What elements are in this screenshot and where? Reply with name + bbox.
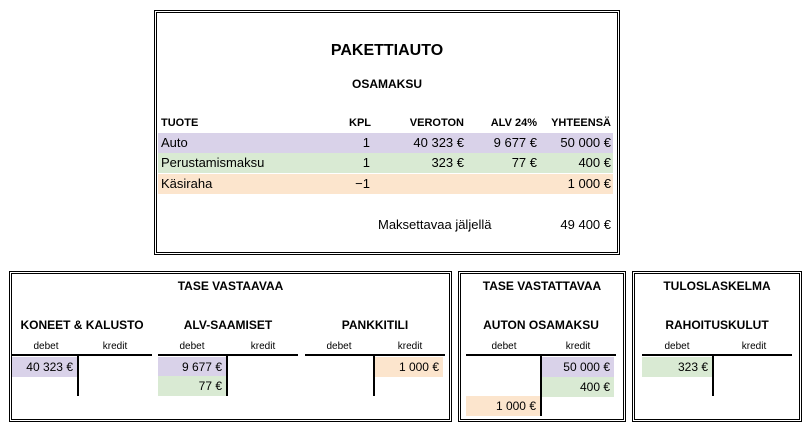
t-account-divider — [77, 354, 79, 396]
t-account-line — [642, 354, 792, 356]
t-account-divider — [226, 354, 228, 396]
row-total: 1 000 € — [567, 176, 611, 191]
debet-entry: 9 677 € — [158, 357, 226, 377]
kredit-entry: 400 € — [542, 377, 614, 397]
kredit-label: kredit — [741, 341, 767, 352]
assets-title: TASE VASTAAVAA — [177, 279, 284, 293]
row-net: 40 323 € — [413, 135, 464, 150]
remaining-label: Maksettavaa jäljellä — [378, 217, 492, 232]
t-account-divider — [712, 354, 714, 396]
income-title: TULOSLASKELMA — [663, 279, 771, 293]
row-product: Käsiraha — [161, 176, 213, 191]
account-title: KONEET & KALUSTO — [20, 318, 144, 332]
row-net: 323 € — [431, 155, 464, 170]
table-row-auto — [158, 133, 613, 153]
row-qty: −1 — [355, 176, 370, 191]
kredit-label: kredit — [397, 341, 423, 352]
row-total: 400 € — [578, 155, 611, 170]
kredit-entry: 50 000 € — [542, 357, 614, 377]
row-product: Perustamismaksu — [161, 155, 265, 170]
invoice-title: PAKETTIAUTO — [330, 42, 444, 59]
kredit-label: kredit — [102, 341, 128, 352]
account-title: PANKKITILI — [341, 318, 409, 332]
debet-label: debet — [491, 341, 517, 352]
row-vat: 9 677 € — [493, 135, 537, 150]
table-row-setup-fee — [158, 153, 613, 173]
account-title: ALV-SAAMISET — [183, 318, 273, 332]
table-row-down-payment — [158, 174, 613, 194]
debet-label: debet — [664, 341, 690, 352]
row-qty: 1 — [362, 155, 370, 170]
col-header-total: YHTEENSÄ — [551, 117, 611, 129]
col-header-vat: ALV 24% — [490, 117, 537, 129]
row-qty: 1 — [362, 135, 370, 150]
row-product: Auto — [161, 135, 188, 150]
row-total: 50 000 € — [560, 135, 611, 150]
col-header-product: TUOTE — [161, 117, 199, 129]
debet-entry: 77 € — [158, 376, 226, 396]
liabilities-title: TASE VASTATTAVAA — [482, 279, 602, 293]
kredit-label: kredit — [250, 341, 276, 352]
remaining-value: 49 400 € — [560, 217, 611, 232]
debet-entry: 40 323 € — [12, 357, 77, 377]
kredit-label: kredit — [565, 341, 591, 352]
debet-label: debet — [33, 341, 59, 352]
debet-entry: 1 000 € — [466, 396, 540, 416]
col-header-qty: KPL — [349, 117, 371, 129]
kredit-entry: 1 000 € — [375, 357, 443, 377]
account-title: RAHOITUSKULUT — [665, 318, 769, 332]
invoice-subtitle: OSAMAKSU — [351, 77, 422, 91]
t-account-line — [305, 354, 445, 356]
row-vat: 77 € — [511, 155, 537, 170]
t-account-line — [12, 354, 152, 356]
debet-label: debet — [326, 341, 352, 352]
debet-label: debet — [179, 341, 205, 352]
debet-entry: 323 € — [642, 357, 712, 377]
t-account-line — [158, 354, 298, 356]
account-title: AUTON OSAMAKSU — [483, 318, 599, 332]
col-header-net: VEROTON — [409, 117, 464, 129]
